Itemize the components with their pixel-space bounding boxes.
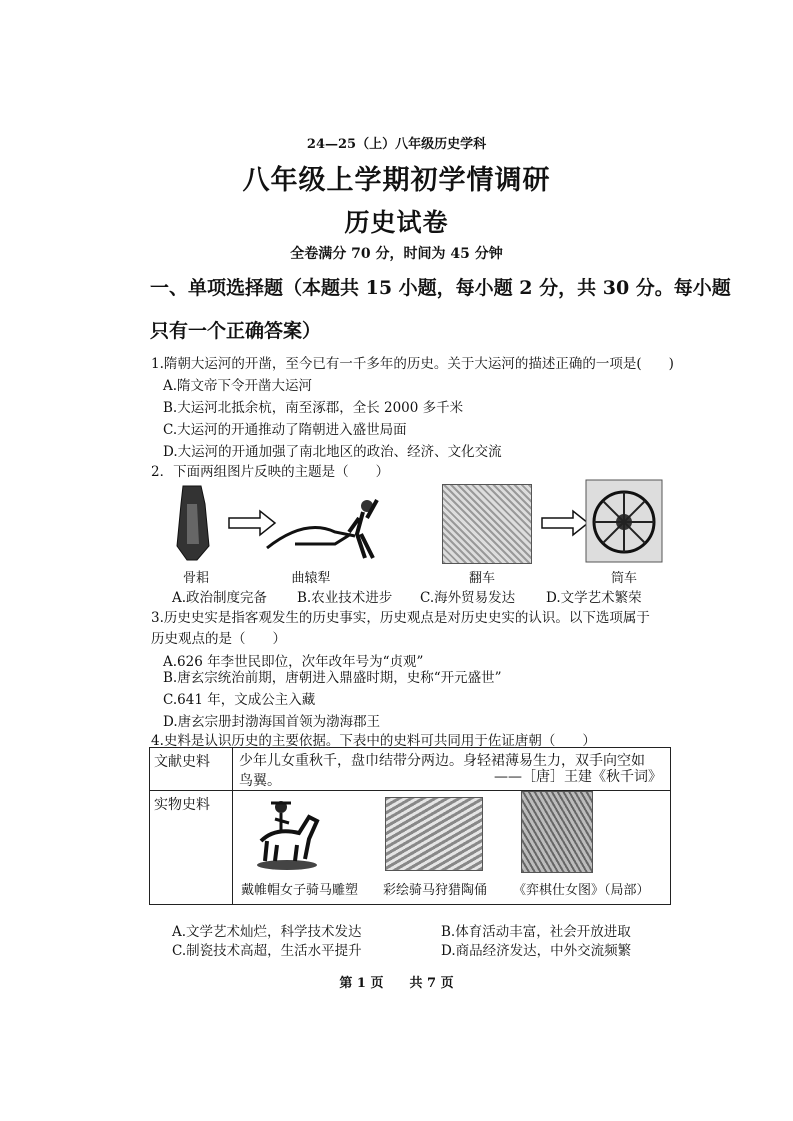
- q3-option-b[interactable]: B.唐玄宗统治前期，唐朝进入鼎盛时期，史称“开元盛世”: [163, 670, 502, 686]
- caption-chess-ladies: 《弈棋仕女图》（局部）: [513, 883, 650, 898]
- hunting-figurines-image: [385, 797, 483, 871]
- q3-stem-line2: 历史观点的是（ ）: [151, 631, 286, 647]
- curved-plow-image: [265, 488, 390, 560]
- q3-stem-line1: 3.历史史实是指客观发生的历史事实，历史观点是对历史史实的认识。以下选项属于: [151, 610, 650, 626]
- exam-subtitle: 历史试卷: [344, 208, 449, 237]
- q3-option-c[interactable]: C.641 年，文成公主入藏: [163, 692, 316, 708]
- q2-option-a[interactable]: A.政治制度完备: [172, 590, 268, 606]
- q4-option-b[interactable]: B.体育活动丰富，社会开放进取: [441, 924, 631, 940]
- table-cell-literary: [233, 748, 671, 791]
- q3-option-a[interactable]: A.626 年李世民即位，次年改年号为“贞观”: [163, 654, 424, 670]
- q4-option-a[interactable]: A.文学艺术灿烂，科学技术发达: [172, 924, 362, 940]
- table-label-literary: 文献史料: [150, 748, 233, 791]
- q4-source-table: [149, 747, 671, 905]
- table-cell-physical: [233, 791, 671, 905]
- poem-line1: 少年儿女重秋千，盘巾结带分两边。身轻裙薄易生力，双手向空如: [239, 753, 645, 769]
- q2-option-b[interactable]: B.农业技术进步: [297, 590, 393, 606]
- caption-hunting-figurines: 彩绘骑马狩猎陶俑: [383, 883, 488, 898]
- section-heading-line2: 只有一个正确答案）: [150, 320, 322, 342]
- q2-caption-curved-plow: 曲辕犁: [291, 571, 331, 586]
- q1-option-c[interactable]: C.大运河的开通推动了隋朝进入盛世局面: [163, 422, 407, 438]
- q2-caption-bone-spade: 骨耜: [182, 571, 209, 586]
- square-pallet-chain-pump-image: [442, 484, 532, 564]
- q2-option-c[interactable]: C.海外贸易发达: [420, 590, 516, 606]
- q4-option-d[interactable]: D.商品经济发达，中外交流频繁: [441, 943, 632, 959]
- q1-option-b[interactable]: B.大运河北抵余杭，南至涿郡，全长 2000 多千米: [163, 400, 464, 416]
- q2-stem: 2．下面两组图片反映的主题是（ ）: [151, 464, 390, 480]
- poem-source: ——［唐］王建《秋千词》: [494, 769, 662, 785]
- table-label-physical: 实物史料: [150, 791, 233, 905]
- q1-option-d[interactable]: D.大运河的开通加强了南北地区的政治、经济、文化交流: [163, 444, 502, 460]
- exam-note: 全卷满分 70 分，时间为 45 分钟: [290, 246, 503, 262]
- horse-rider-sculpture-image: [251, 797, 323, 871]
- chess-ladies-painting-image: [521, 791, 593, 873]
- q1-option-a[interactable]: A.隋文帝下令开凿大运河: [163, 378, 313, 394]
- q2-option-d[interactable]: D.文学艺术繁荣: [546, 590, 642, 606]
- tube-waterwheel-image: [586, 480, 662, 562]
- caption-horse-rider: 戴帷帽女子骑马雕塑: [241, 883, 359, 898]
- q3-option-d[interactable]: D.唐玄宗册封渤海国首领为渤海郡王: [163, 714, 381, 730]
- arrow-right-icon: [541, 510, 589, 536]
- page-footer: 第 1 页 共 7 页: [339, 976, 454, 991]
- section-heading-line1: 一、单项选择题（本题共 15 小题，每小题 2 分，共 30 分。每小题: [150, 277, 731, 299]
- exam-title: 八年级上学期初学情调研: [242, 165, 551, 196]
- q1-stem: 1.隋朝大运河的开凿，至今已有一千多年的历史。关于大运河的描述正确的一项是( ): [151, 356, 674, 372]
- exam-header: 24—25（上）八年级历史学科: [306, 137, 487, 152]
- bone-spade-image: [175, 484, 211, 562]
- poem-line2: 鸟翼。: [239, 773, 281, 789]
- q4-option-c[interactable]: C.制瓷技术高超，生活水平提升: [172, 943, 362, 959]
- q2-caption-chain-pump: 翻车: [468, 571, 495, 586]
- q2-caption-waterwheel: 筒车: [610, 571, 637, 586]
- q4-stem: 4.史料是认识历史的主要依据。下表中的史料可共同用于佐证唐朝（ ）: [151, 733, 596, 749]
